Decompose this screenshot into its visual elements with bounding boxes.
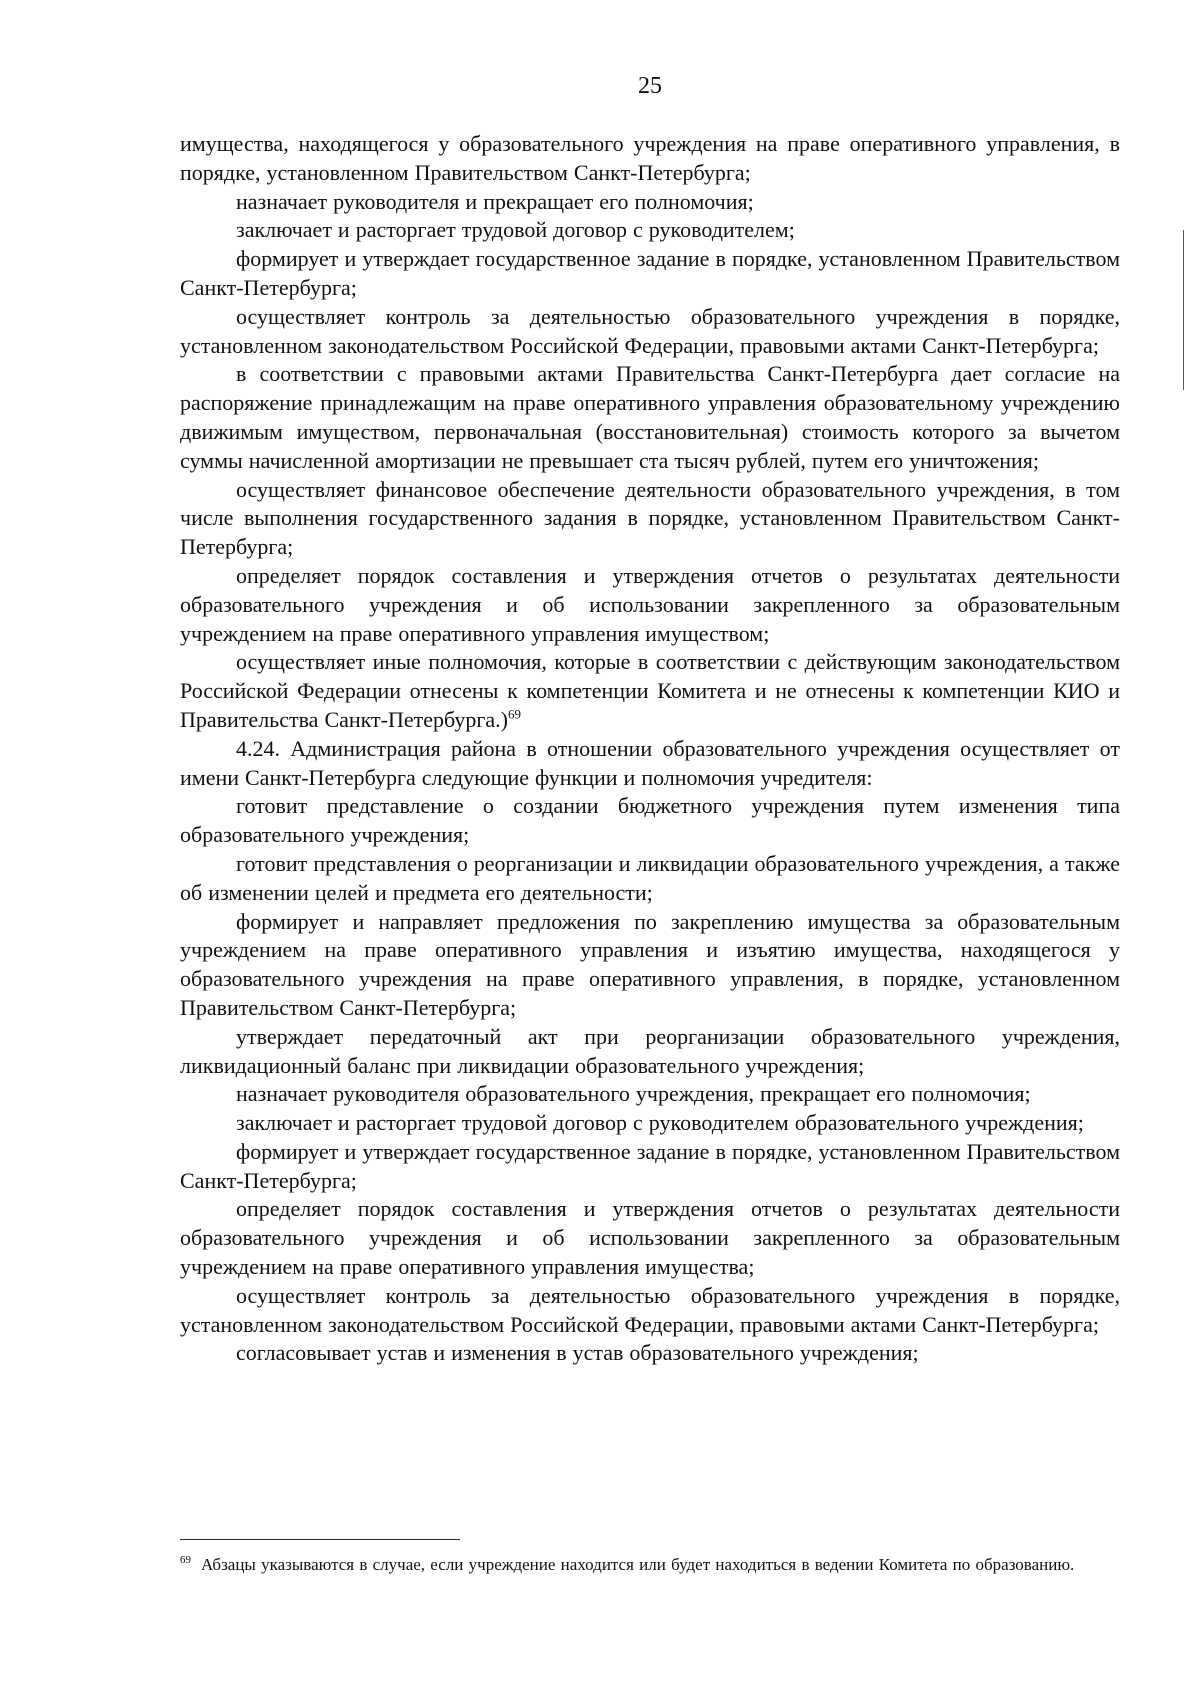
paragraph: заключает и расторгает трудовой договор с руководителем образовательного учреждения; (236, 1110, 1084, 1136)
paragraph: формирует и утверждает государственное задание в порядке, установленном Правительством Санкт-Петербурга; (180, 246, 1120, 300)
footnote-reference: 69 (508, 706, 521, 722)
paragraph: формирует и направляет предложения по закреплению имущества за образовательным учреждением на праве оперативного управления и изъятию имущества, находящегося у образовательного учреждения на праве оперативного управления, в порядке, установленном Правительством Санкт-Петербурга; (180, 908, 1120, 1020)
paragraph: в соответствии с правовыми актами Правительства Санкт-Петербурга дает согласие на распоряжение принадлежащим на праве оперативного управления образовательному учреждению движимым имуществом, первоначальная (восстановительная) стоимость которого за вычетом суммы начисленной амортизации не превышает ста тысяч рублей, путем его уничтожения; (180, 361, 1120, 473)
paragraph: осуществляет финансовое обеспечение деятельности образовательного учреждения, в том числе выполнения государственного задания в порядке, установленном Правительством Санкт-Петербурга; (180, 476, 1120, 560)
paragraph: формирует и утверждает государственное задание в порядке, установленном Правительством Санкт-Петербурга; (180, 1138, 1120, 1193)
paragraph: определяет порядок составления и утверждения отчетов о результатах деятельности образовательного учреждения и об использовании закрепленного за образовательным учреждением на праве оперативного управления имущества; (180, 1196, 1120, 1280)
paragraph-with-footnote (180, 648, 1120, 734)
paragraph: готовит представление о создании бюджетного учреждения путем изменения типа образовательного учреждения; (180, 793, 1120, 848)
footnote-text: Абзацы указываются в случае, если учреждение находится или будет находиться в ведении Комитета по образованию. (201, 1555, 1075, 1574)
paragraph: готовит представления о реорганизации и ликвидации образовательного учреждения, а также об изменении целей и предмета его деятельности; (180, 850, 1120, 905)
paragraph: осуществляет контроль за деятельностью образовательного учреждения в порядке, установленном законодательством Российской Федерации, правовыми актами Санкт-Петербурга; (180, 303, 1120, 358)
page-number: 25 (638, 73, 662, 99)
paragraph-text: осуществляет иные полномочия, которые в соответствии с действующим законодательством Российской Федерации отнесены к компетенции Комитета и не отнесены к компетенции КИО и Правительства Санкт-Петербурга.) (180, 649, 1120, 732)
paragraph: заключает и расторгает трудовой договор с руководителем; (236, 217, 795, 243)
paragraph: определяет порядок составления и утверждения отчетов о результатах деятельности образовательного учреждения и об использовании закрепленного за образовательным учреждением на праве оперативного управления имуществом; (180, 562, 1120, 646)
footnote (180, 1553, 1120, 1577)
footnote-separator (180, 1539, 460, 1540)
paragraph: назначает руководителя и прекращает его полномочия; (236, 188, 754, 214)
paragraph: согласовывает устав и изменения в устав образовательного учреждения; (236, 1340, 919, 1366)
paragraph: утверждает передаточный акт при реорганизации образовательного учреждения, ликвидационный баланс при ликвидации образовательного учреждения; (180, 1023, 1120, 1078)
document-body (180, 130, 1120, 1368)
section-4-24: 4.24. Администрация района в отношении образовательного учреждения осуществляет от имени Санкт-Петербурга следующие функции и полномочия учредителя: (180, 735, 1120, 790)
footnote-number: 69 (180, 1554, 191, 1567)
margin-mark (1183, 230, 1184, 390)
paragraph: имущества, находящегося у образовательного учреждения на праве оперативного управления, в порядке, установленном Правительством Санкт-Петербурга; (180, 131, 1120, 185)
paragraph: осуществляет контроль за деятельностью образовательного учреждения в порядке, установленном законодательством Российской Федерации, правовыми актами Санкт-Петербурга; (180, 1282, 1120, 1337)
paragraph: назначает руководителя образовательного учреждения, прекращает его полномочия; (236, 1081, 1031, 1107)
